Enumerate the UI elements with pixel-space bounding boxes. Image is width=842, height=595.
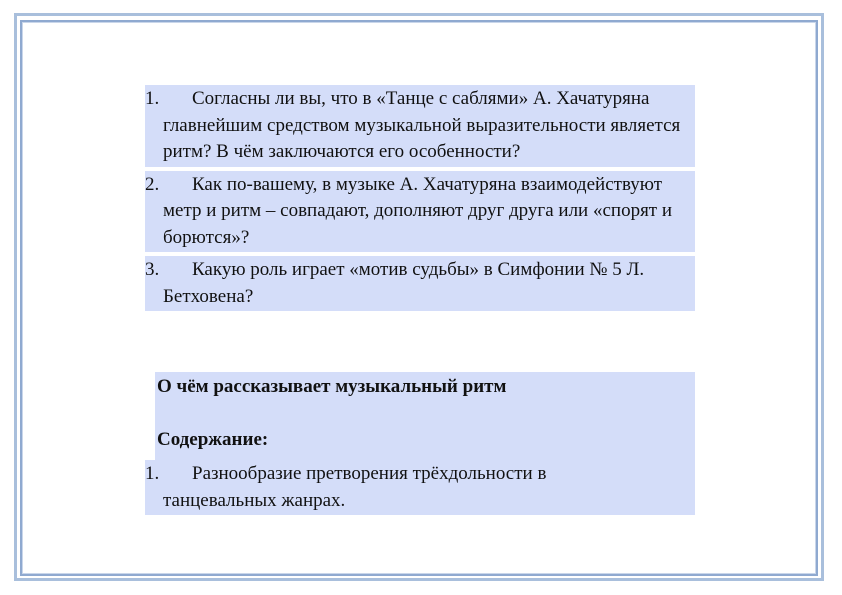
topic-block [155,372,695,461]
question-number: 1. [145,88,160,109]
question-number: 3. [145,259,160,280]
content-item-1 [145,460,695,515]
question-text: Согласны ли вы, что в «Танце с саблями» А. Хачатуряна главнейшим средством музыкальной выразительности является ритм? В чём заключаются его особенности? [163,88,681,162]
questions-list [145,85,695,315]
content-label: Содержание: [155,425,695,461]
content-text-line1: Разнообразие претворения трёхдольности в [192,463,547,484]
question-text: Какую роль играет «мотив судьбы» в Симфонии № 5 Л. Бетховена? [163,259,645,307]
content-text-line2: танцевальных жанрах. [163,489,346,511]
question-text: Как по-вашему, в музыке А. Хачатуряна взаимодействуют метр и ритм – совпадают, дополняют друг друга или «спорят и борются»? [163,173,673,248]
question-item-1 [145,85,695,167]
question-item-2 [145,171,695,253]
question-number: 2. [145,173,160,195]
content-list [145,460,695,515]
topic-title: О чём рассказывает музыкальный ритм [155,372,695,425]
question-item-3 [145,256,695,311]
content-number: 1. [145,463,160,484]
